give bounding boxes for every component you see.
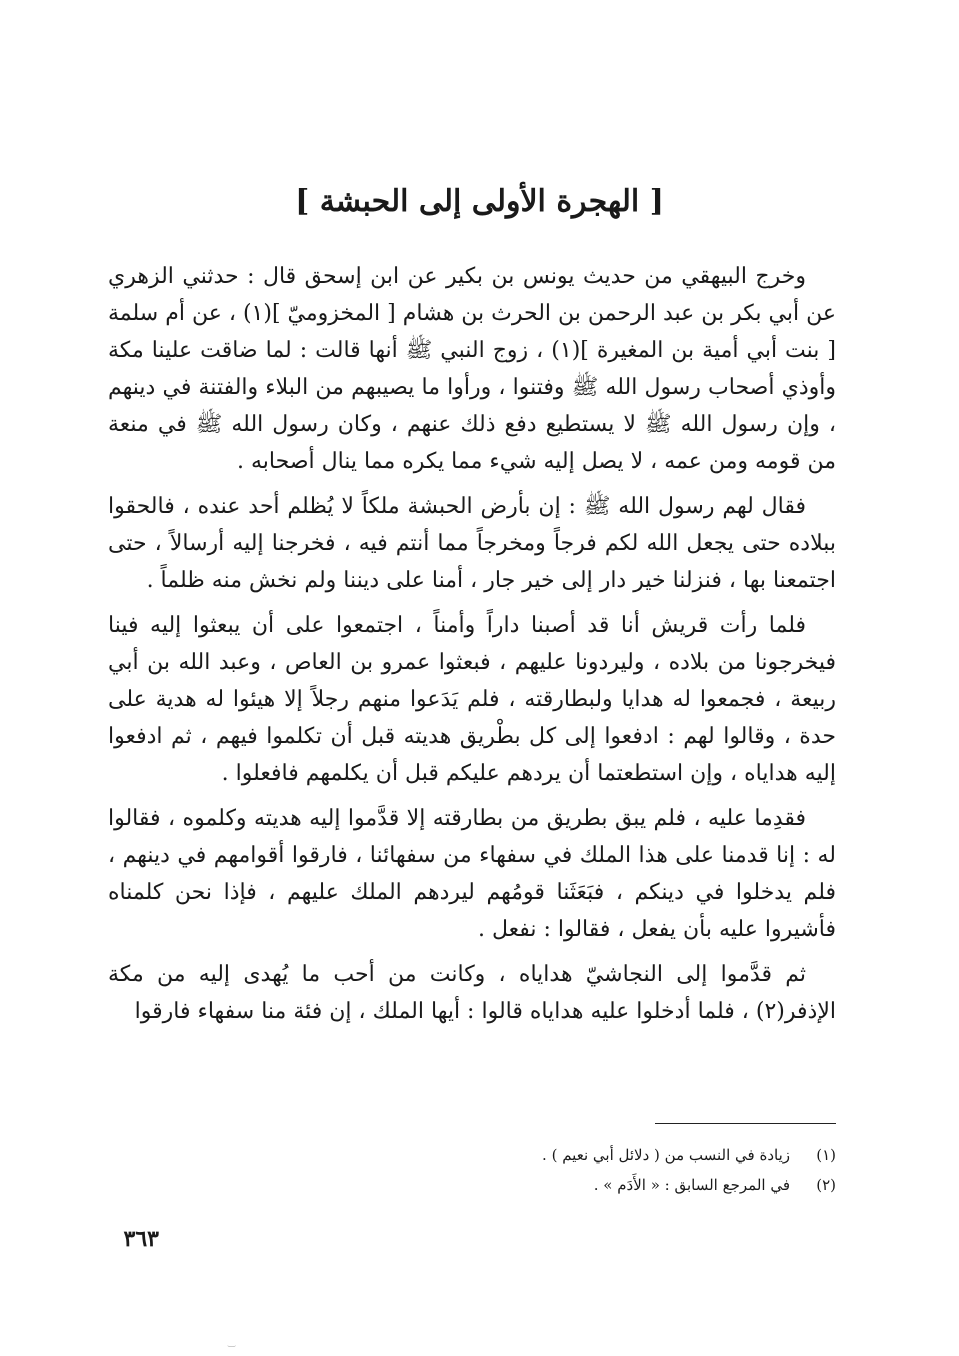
page-number: ٣٦٣	[123, 1226, 159, 1252]
paragraph-1: وخرج البيهقي من حديث يونس بن بكير عن ابن إسحق قال : حدثني الزهري عن أبي بكر بن عبد الرحمن بن الحرث بن هشام [ المخزوميّ ](١) ، عن أم سلمة [ بنت أبي أمية بن المغيرة ](١) ، زوج النبي ﷺ أنها قالت : لما ضاقت علينا مكة وأوذي أصحاب رسول الله ﷺ وفتنوا ، ورأوا ما يصيبهم من البلاء والفتنة في دينهم ، وإن رسول الله ﷺ لا يستطيع دفع ذلك عنهم ، وكان رسول الله ﷺ في منعة من قومه ومن عمه ، لا يصل إليه شيء مما يكره مما ينال أصحابه .	[108, 264, 836, 474]
footnotes	[380, 1140, 836, 1200]
chapter-title: [ الهجرة الأولى إلى الحبشة ]	[295, 184, 664, 219]
footnote-number: (٢)	[816, 1176, 836, 1194]
paragraph-3: فلما رأت قريش أنا قد أصبنا داراً وأمناً ، اجتمعوا على أن يبعثوا إليه فينا فيخرجونا من بلاده ، وليردونا عليهم ، فبعثوا عمرو بن العاص ، وعبد الله بن أبي ربيعة ، فجمعوا له هدايا ولبطارقته ، فلم يَدَعوا منهم رجلاً إلا هيئوا له هدية على حدة ، وقالوا لهم : ادفعوا إلى كل بطْريق هديته قبل أن تكلموا فيهم ، ثم ادفعوا إليه هداياه ، وإن استطعتما أن يردهم عليكم قبل أن يكلمهم فافعلوا .	[108, 613, 836, 786]
footnote-2	[380, 1170, 836, 1200]
footnote-text: زيادة في النسب من ( دلائل أبي نعيم ) .	[542, 1146, 790, 1164]
footnote-number: (١)	[816, 1146, 836, 1164]
scan-mark: ‿	[228, 1338, 236, 1348]
paragraph-5: ثم قدَّموا إلى النجاشيّ هداياه ، وكانت من أحب ما يُهدى إليه من مكة الإذفر(٢) ، فلما أدخلوا عليه هداياه قالوا : أيها الملك ، إن فئة منا سفهاء فارقوا	[108, 962, 836, 1024]
footnote-text: في المرجع السابق : « الأَدَم » .	[593, 1176, 790, 1194]
paragraph-2: فقال لهم رسول الله ﷺ : إن بأرض الحبشة ملكاً لا يُظلم أحد عنده ، فالحقوا ببلاده حتى يجعل الله لكم فرجاً ومخرجاً مما أنتم فيه ، فخرجنا إليه أرسالاً ، حتى اجتمعنا بها ، فنزلنا خير دار إلى خير جار ، أمنا على ديننا ولم نخش منه ظلماً .	[108, 494, 836, 593]
body-text	[108, 258, 836, 1038]
footnote-divider	[655, 1123, 836, 1124]
footnote-1	[380, 1140, 836, 1170]
paragraph-4: فقدِما عليه ، فلم يبق بطريق من بطارقته إلا قدَّموا إليه هديته وكلموه ، فقالوا له : إنا قدمنا على هذا الملك في سفهاء من سفهائنا ، فارقوا أقوامهم في دينهم ، فلم يدخلوا في دينكم ، فبَعَثَنا قومُهم ليردهم الملك عليهم ، فإذا نحن كلمناه فأشيروا عليه بأن يفعل ، فقالوا : نفعل .	[108, 806, 836, 942]
